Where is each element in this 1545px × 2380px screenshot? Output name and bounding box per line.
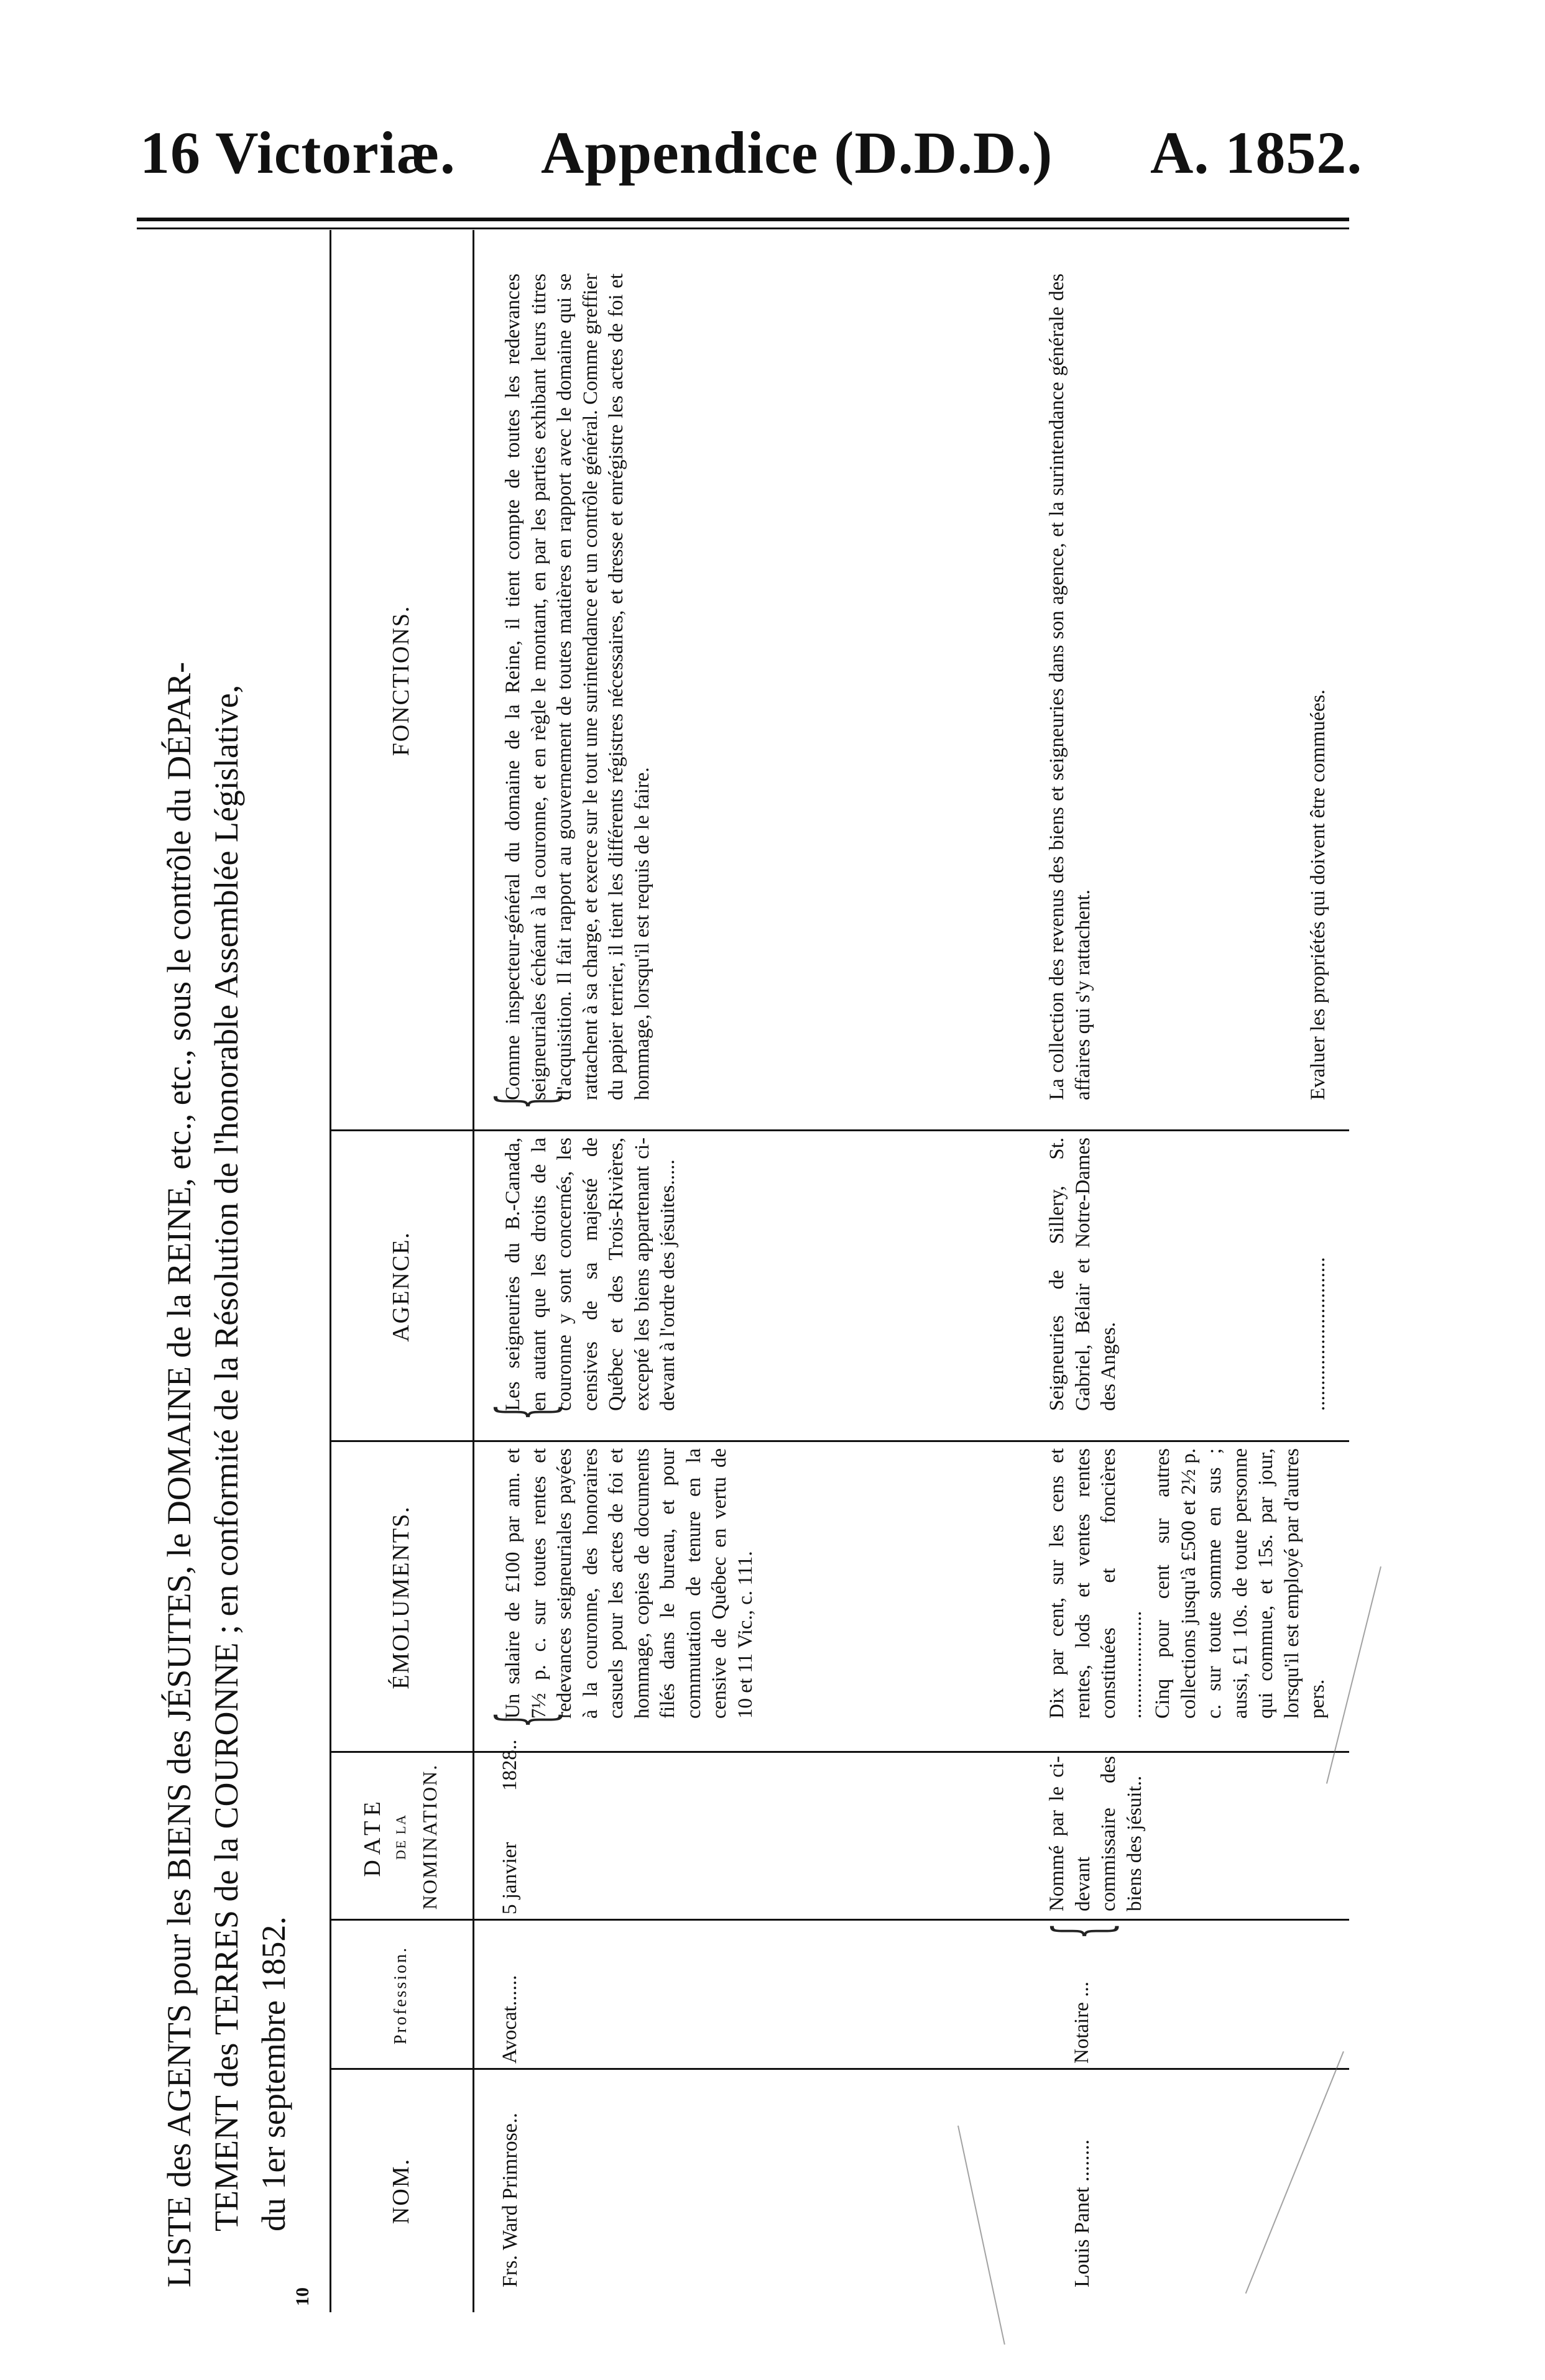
row2-agence: Seigneuries de Sillery, St. Gabriel, Bélair et Notre-Dames des Anges. [1046, 1137, 1120, 1411]
row1-nom: Frs. Ward Primrose.. [499, 2113, 522, 2287]
row1-date: 5 janvier 1828.. [499, 1739, 521, 1914]
title-line-2: TEMENT des TERRES de la COURONNE ; en conformité de la Résolution de l'honorable Assemblée Législative, [208, 684, 245, 2231]
row2-profession: Notaire ... [1071, 1982, 1093, 2064]
title-line-1: LISTE des AGENTS pour les BIENS des JÉSUITES, le DOMAINE de la REINE, etc., etc., sous le contrôle du DÉPAR- [160, 661, 198, 2287]
row2-agence-dots: .............................. [1307, 1257, 1329, 1411]
row2-emoluments-b: Cinq pour cent sur autres collections jusqu'à £500 et 2½ p. c. sur toute somme en sus ; aussi, £1 10s. de toute personne qui commue, et 15s. par jour, lorsqu'il est employé par d'autres pers. [1151, 1448, 1329, 1719]
row2-profession-brace: { [1038, 1923, 1125, 1940]
col-header-fonctions: FONCTIONS. [388, 605, 414, 756]
row1-emoluments: Un salaire de £100 par ann. et 7½ p. c. sur toutes rentes et redevances seigneuriales payées à la couronne, des honoraires casuels pour les actes de foi et hommage, copies de documents filés dans le bureau, et pour commutation de tenure en la censive de Québec en vertu de 10 et 11 Vic., c. 111. [502, 1448, 757, 1719]
col-header-emoluments: ÉMOLUMENTS. [388, 1505, 414, 1689]
header-year: A. 1852. [1150, 119, 1363, 186]
col-header-nom: NOM. [388, 2157, 414, 2225]
row1-fonctions: Comme inspecteur-général du domaine de la Reine, il tient compte de toutes les redevances seigneuriales échéant à la couronne, et en règle le montant, en par les parties exhibant leurs titres d'acquisition. Il fait rapport au gouvernement de toutes matières en rapport avec le domaine qui se rattachent à sa charge, et exerce sur le tout une surintendance et un contrôle général. Comme greffier du papier terrier, il tient les différents régistres nécessaires, et dresse et enrégistre les actes de foi et hommage, lorsqu'il est requis de le faire. [502, 273, 653, 1100]
header-appendix: Appendice (D.D.D.) [541, 119, 1053, 186]
table-page [137, 230, 1352, 2312]
col-rule-5 [330, 1129, 1349, 1131]
col-header-profession: Profession. [391, 1946, 410, 2045]
row1-fonctions-brace: { [482, 1093, 568, 1110]
col-rule-4 [330, 1440, 1349, 1442]
row2-fonctions-a: La collection des revenus des biens et seigneuries dans son agence, et la surintendance générale des affaires qui s'y rattachent. [1046, 273, 1094, 1100]
col-rule-2 [330, 1919, 1349, 1921]
row1-profession: Avocat...... [499, 1975, 521, 2064]
col-header-date-l3: NOMINATION. [418, 1763, 441, 1910]
row1-emoluments-brace: { [482, 1711, 568, 1729]
header-session: 16 Victoriæ. [140, 119, 456, 186]
margin-mark: 10 [292, 2287, 313, 2306]
col-rule-3 [330, 1751, 1349, 1753]
header-rule [137, 218, 1349, 229]
row2-date: Nommé par le ci-devant commissaire des biens des jésuit.. [1046, 1756, 1146, 1911]
header-bottom-rule [473, 230, 474, 2312]
row1-agence-brace: { [482, 1404, 568, 1421]
page-header [0, 0, 1545, 224]
title-line-3: du 1er septembre 1852. [255, 1916, 292, 2231]
col-header-date-l1: DATE [359, 1796, 385, 1877]
col-header-agence: AGENCE. [388, 1231, 414, 1342]
document-title [137, 230, 323, 2312]
col-rule-1 [330, 2068, 1349, 2070]
row2-fonctions-b: Evaluer les propriétés qui doivent être commuées. [1307, 689, 1329, 1100]
row1-agence: Les seigneuries du B.-Canada, en autant que les droits de la couronne y sont concernés, les censives de sa majesté de Québec et des Trois-Rivières, excepté les biens appartenant ci-devant à l'ordre des jésuites..... [502, 1137, 679, 1411]
row2-nom: Louis Panet ........ [1071, 2139, 1094, 2287]
agents-table [330, 230, 1349, 2312]
row2-emoluments-a: Dix par cent, sur les cens et rentes, lods et ventes rentes constituées et foncières ..................... [1046, 1448, 1146, 1719]
rotated-page-body [137, 230, 1352, 2312]
col-header-date [330, 1753, 473, 1921]
col-header-date-l2: DE LA [393, 1813, 408, 1860]
